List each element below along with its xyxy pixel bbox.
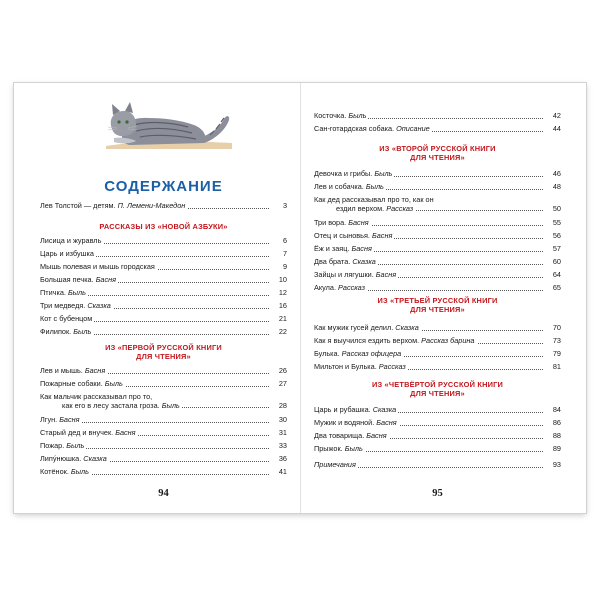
toc-entry: Царь и избушка 7 [40, 249, 287, 258]
toc-entry: Мышь полевая и мышь городская 9 [40, 262, 287, 271]
toc-entry: Пожар. Быль 33 [40, 441, 287, 450]
section-heading: ИЗ «ЧЕТВЁРТОЙ РУССКОЙ КНИГИ ДЛЯ ЧТЕНИЯ» [371, 380, 504, 398]
page-number: 95 [432, 488, 443, 499]
section-heading: РАССКАЗЫ ИЗ «НОВОЙ АЗБУКИ» [99, 222, 228, 231]
toc-entry: Акула. Рассказ 65 [314, 283, 561, 292]
toc-entry: Как мужик гусей делил. Сказка 70 [314, 323, 561, 332]
book-fold [300, 83, 301, 513]
toc-entry: Мильтон и Булька. Рассказ 81 [314, 362, 561, 371]
toc-entry: Прыжок. Быль 89 [314, 444, 561, 453]
toc-entry: Старый дед и внучек. Басня 31 [40, 428, 287, 437]
toc-entry: Пожарные собаки. Быль 27 [40, 379, 287, 388]
toc-entry: Как мальчик рассказывал про то, как его в лесу застала гроза. Быль 28 [40, 392, 287, 410]
toc-entry: Большая печка. Басня 10 [40, 275, 287, 284]
left-page [40, 83, 287, 513]
toc-entry: Лгун. Басня 30 [40, 415, 287, 424]
toc-entry: Ёж и заяц. Басня 57 [314, 244, 561, 253]
cat-illustration [100, 91, 236, 151]
toc-entry: Косточка. Быль 42 [314, 111, 561, 120]
toc-entry: Два товарища. Басня 88 [314, 431, 561, 440]
toc-entry: Как я выучился ездить верхом. Рассказ барина 73 [314, 336, 561, 345]
section-heading: ИЗ «ПЕРВОЙ РУССКОЙ КНИГИ ДЛЯ ЧТЕНИЯ» [105, 343, 222, 361]
toc-entry: Лисица и журавль 6 [40, 236, 287, 245]
toc-entry: Кот с бубенцом 21 [40, 314, 287, 323]
section-heading: ИЗ «ТРЕТЬЕЙ РУССКОЙ КНИГИ ДЛЯ ЧТЕНИЯ» [377, 296, 498, 314]
toc-entry: Котёнок. Быль 41 [40, 467, 287, 476]
section-heading: ИЗ «ВТОРОЙ РУССКОЙ КНИГИ ДЛЯ ЧТЕНИЯ» [379, 144, 496, 162]
toc-entry-notes: Примечания 93 [314, 460, 561, 469]
page-number: 94 [158, 488, 169, 499]
page-title: СОДЕРЖАНИЕ [104, 178, 223, 195]
toc-entry: Три медведя. Сказка 16 [40, 301, 287, 310]
toc-entry: Девочка и грибы. Быль 46 [314, 169, 561, 178]
toc-entry-intro [40, 201, 287, 211]
toc-entry: Филипок. Быль 22 [40, 327, 287, 336]
toc-entry: Зайцы и лягушки. Басня 64 [314, 270, 561, 279]
toc-entry: Мужик и водяной. Басня 86 [314, 418, 561, 427]
toc-entry: Лев и мышь. Басня 26 [40, 366, 287, 375]
entry-page: 3 [269, 201, 287, 211]
toc-entry: Как дед рассказывал про то, как он ездил верхом. Рассказ 50 [314, 195, 561, 213]
toc-entry: Два брата. Сказка 60 [314, 257, 561, 266]
right-page [314, 83, 561, 513]
toc-entry: Липу́нюшка. Сказка 36 [40, 454, 287, 463]
toc-entry: Отец и сыновья. Басня 56 [314, 231, 561, 240]
entry-author: П. Лемени-Македон [117, 201, 186, 210]
entry-title: Лев Толстой — детям. [40, 201, 116, 210]
toc-entry: Булька. Рассказ офицера 79 [314, 349, 561, 358]
toc-entry: Три вора. Басня 55 [314, 218, 561, 227]
toc-entry: Птичка. Быль 12 [40, 288, 287, 297]
toc-entry: Царь и рубашка. Сказка 84 [314, 405, 561, 414]
toc-entry: Лев и собачка. Быль 48 [314, 182, 561, 191]
toc-entry: Сан-готардская собака. Описание 44 [314, 124, 561, 133]
